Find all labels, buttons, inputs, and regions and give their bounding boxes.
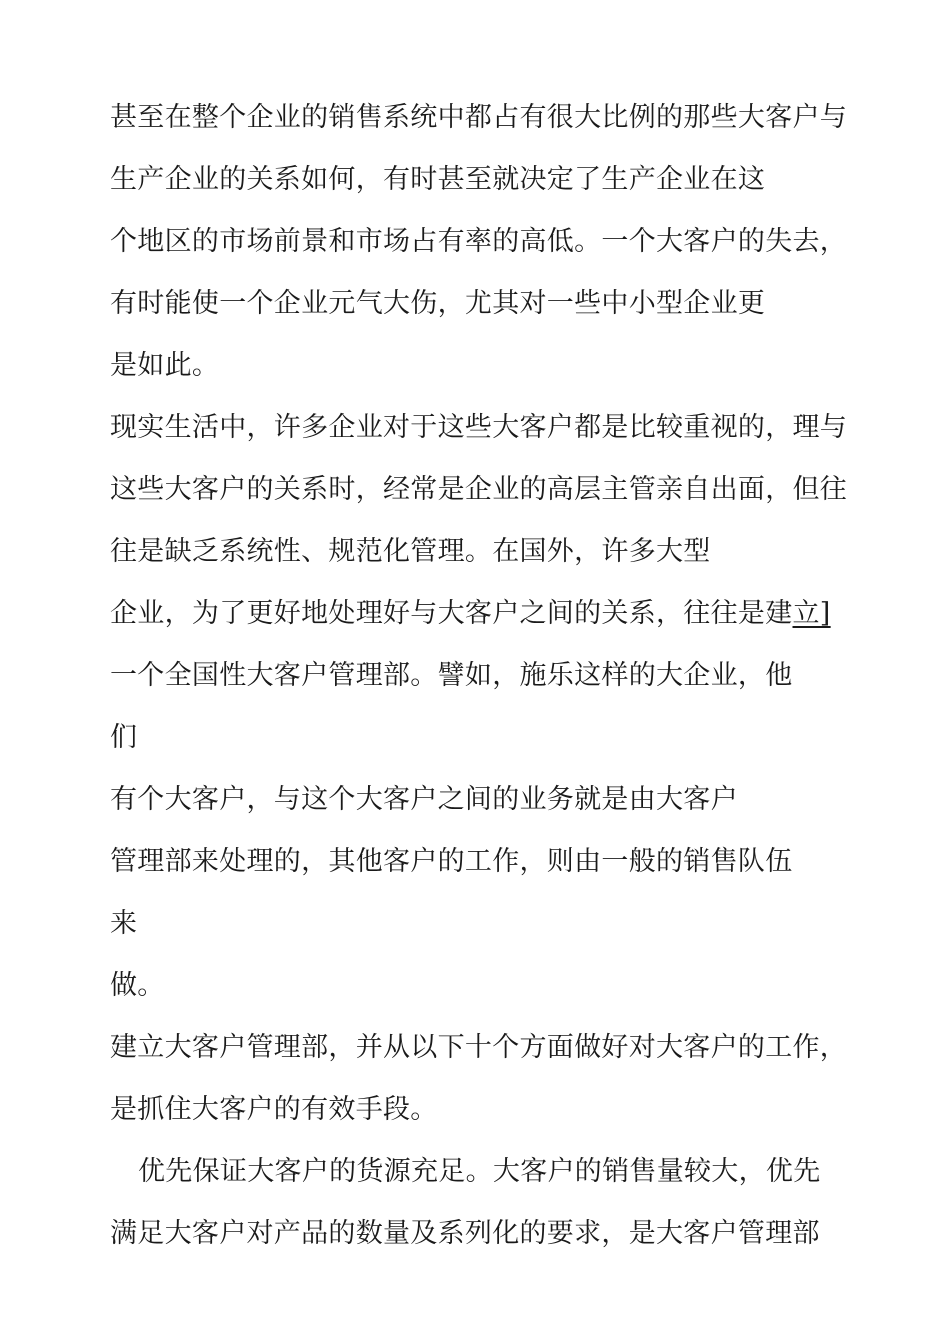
text-line: 现实生活中，许多企业对于这些大客户都是比较重视的，理与: [110, 412, 848, 443]
text-line: 做。: [110, 970, 165, 1001]
text-line: 生产企业的关系如何，有时甚至就决定了生产企业在这: [110, 164, 766, 195]
text-line: [110, 598, 831, 630]
text-line: 有个大客户，与这个大客户之间的业务就是由大客户: [110, 784, 738, 815]
text-line: 满足大客户对产品的数量及系列化的要求，是大客户管理部: [110, 1218, 820, 1249]
text-line: 管理部来处理的，其他客户的工作，则由一般的销售队伍: [110, 846, 793, 877]
text-line: 来: [110, 908, 138, 939]
text-line: 这些大客户的关系时，经常是企业的高层主管亲自出面，但往: [110, 474, 848, 505]
text-line-indented: 优先保证大客户的货源充足。大客户的销售量较大，优先: [138, 1156, 821, 1187]
text-line: 是如此。: [110, 350, 220, 381]
text-line: 甚至在整个企业的销售系统中都占有很大比例的那些大客户与: [110, 102, 848, 133]
text-line: 建立大客户管理部，并从以下十个方面做好对大客户的工作，: [110, 1032, 848, 1063]
text-line: 有时能使一个企业元气大伤，尤其对一些中小型企业更: [110, 288, 766, 319]
text-line-main: 企业，为了更好地处理好与大客户之间的关系，往往是建: [110, 598, 793, 629]
text-line: 是抓住大客户的有效手段。: [110, 1094, 438, 1125]
text-line: 往是缺乏系统性、规范化管理。在国外，许多大型: [110, 536, 711, 567]
text-line: 们: [110, 722, 138, 753]
underlined-fragment: 立]: [792, 598, 831, 629]
text-line: 一个全国性大客户管理部。譬如，施乐这样的大企业，他: [110, 660, 793, 691]
text-line: 个地区的市场前景和市场占有率的高低。一个大客户的失去，: [110, 226, 848, 257]
